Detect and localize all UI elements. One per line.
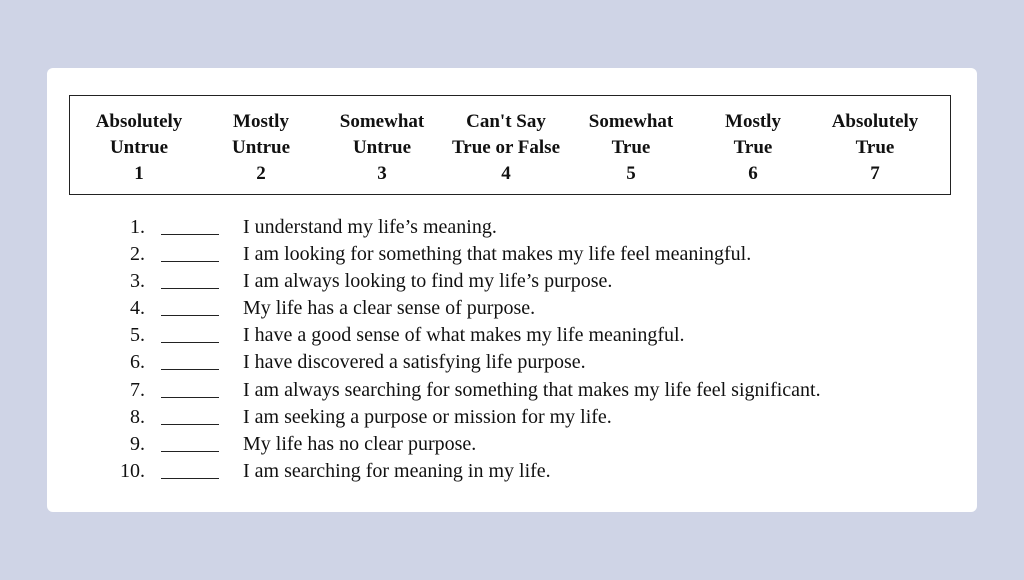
item-text: I have discovered a satisfying life purpose. (243, 351, 586, 374)
scale-value: 1 (134, 163, 144, 184)
scale-label-line1: Absolutely (831, 111, 919, 132)
scale-value: 4 (501, 163, 511, 184)
item-number: 3. (130, 270, 145, 293)
scale-label-line2: Untrue (109, 137, 169, 158)
item-number: 10. (120, 459, 145, 482)
item-number: 1. (130, 216, 145, 238)
item-list (47, 214, 977, 485)
scale-label-line2: True (611, 137, 651, 158)
scale-option-4 (452, 109, 560, 187)
scale-option-6 (725, 109, 781, 187)
answer-blank[interactable] (161, 397, 219, 398)
item-text: I am always looking to find my life’s purpose. (243, 270, 613, 293)
scale-label-line1: Somewhat (339, 111, 425, 132)
scale-option-1 (96, 109, 183, 187)
list-item (47, 268, 977, 295)
item-number: 5. (130, 324, 145, 347)
answer-blank[interactable] (161, 451, 219, 452)
item-number: 9. (130, 432, 145, 455)
list-item (47, 404, 977, 431)
list-item (47, 377, 977, 404)
questionnaire-card (47, 68, 977, 512)
list-item (47, 214, 977, 241)
scale-value: 2 (256, 163, 266, 184)
scale-label-line2: True or False (452, 137, 560, 158)
list-item (47, 431, 977, 458)
list-item (47, 295, 977, 322)
scale-label-line2: Untrue (231, 137, 291, 158)
answer-blank[interactable] (161, 478, 219, 479)
scale-label-line2: Untrue (352, 137, 412, 158)
scale-option-2 (232, 109, 290, 187)
list-item (47, 241, 977, 268)
item-text: I have a good sense of what makes my life meaningful. (243, 324, 685, 347)
scale-option-7 (832, 109, 919, 187)
scale-label-line2: True (855, 137, 895, 158)
scale-label-line1: Can't Say (466, 111, 546, 132)
item-number: 6. (130, 351, 145, 374)
scale-label-line1: Somewhat (588, 111, 674, 132)
scale-label-line1: Absolutely (95, 111, 183, 132)
answer-blank[interactable] (161, 315, 219, 316)
item-number: 4. (130, 297, 145, 320)
scale-option-5 (589, 109, 673, 187)
scale-value: 7 (870, 163, 880, 184)
answer-blank[interactable] (161, 424, 219, 425)
scale-value: 6 (748, 163, 758, 184)
response-scale (69, 95, 951, 195)
item-text: My life has a clear sense of purpose. (243, 297, 536, 320)
item-text: My life has no clear purpose. (243, 432, 477, 455)
list-item (47, 322, 977, 349)
item-number: 2. (130, 243, 145, 266)
scale-label-line2: True (733, 137, 773, 158)
answer-blank[interactable] (161, 342, 219, 343)
item-text: I am looking for something that makes my life feel meaningful. (243, 243, 752, 266)
answer-blank[interactable] (161, 288, 219, 289)
answer-blank[interactable] (161, 261, 219, 262)
scale-value: 5 (626, 163, 636, 184)
scale-label-line1: Mostly (725, 111, 781, 132)
list-item (47, 458, 977, 485)
scale-value: 3 (377, 163, 387, 184)
item-number: 8. (130, 405, 145, 428)
answer-blank[interactable] (161, 369, 219, 370)
item-text: I am seeking a purpose or mission for my life. (243, 405, 612, 428)
item-text: I am always searching for something that makes my life feel significant. (243, 378, 821, 401)
scale-label-line1: Mostly (233, 111, 289, 132)
item-number: 7. (130, 378, 145, 401)
item-text: I am searching for meaning in my life. (243, 459, 551, 482)
scale-option-3 (340, 109, 424, 187)
answer-blank[interactable] (161, 234, 219, 235)
item-text: I understand my life’s meaning. (243, 216, 497, 238)
list-item (47, 349, 977, 376)
